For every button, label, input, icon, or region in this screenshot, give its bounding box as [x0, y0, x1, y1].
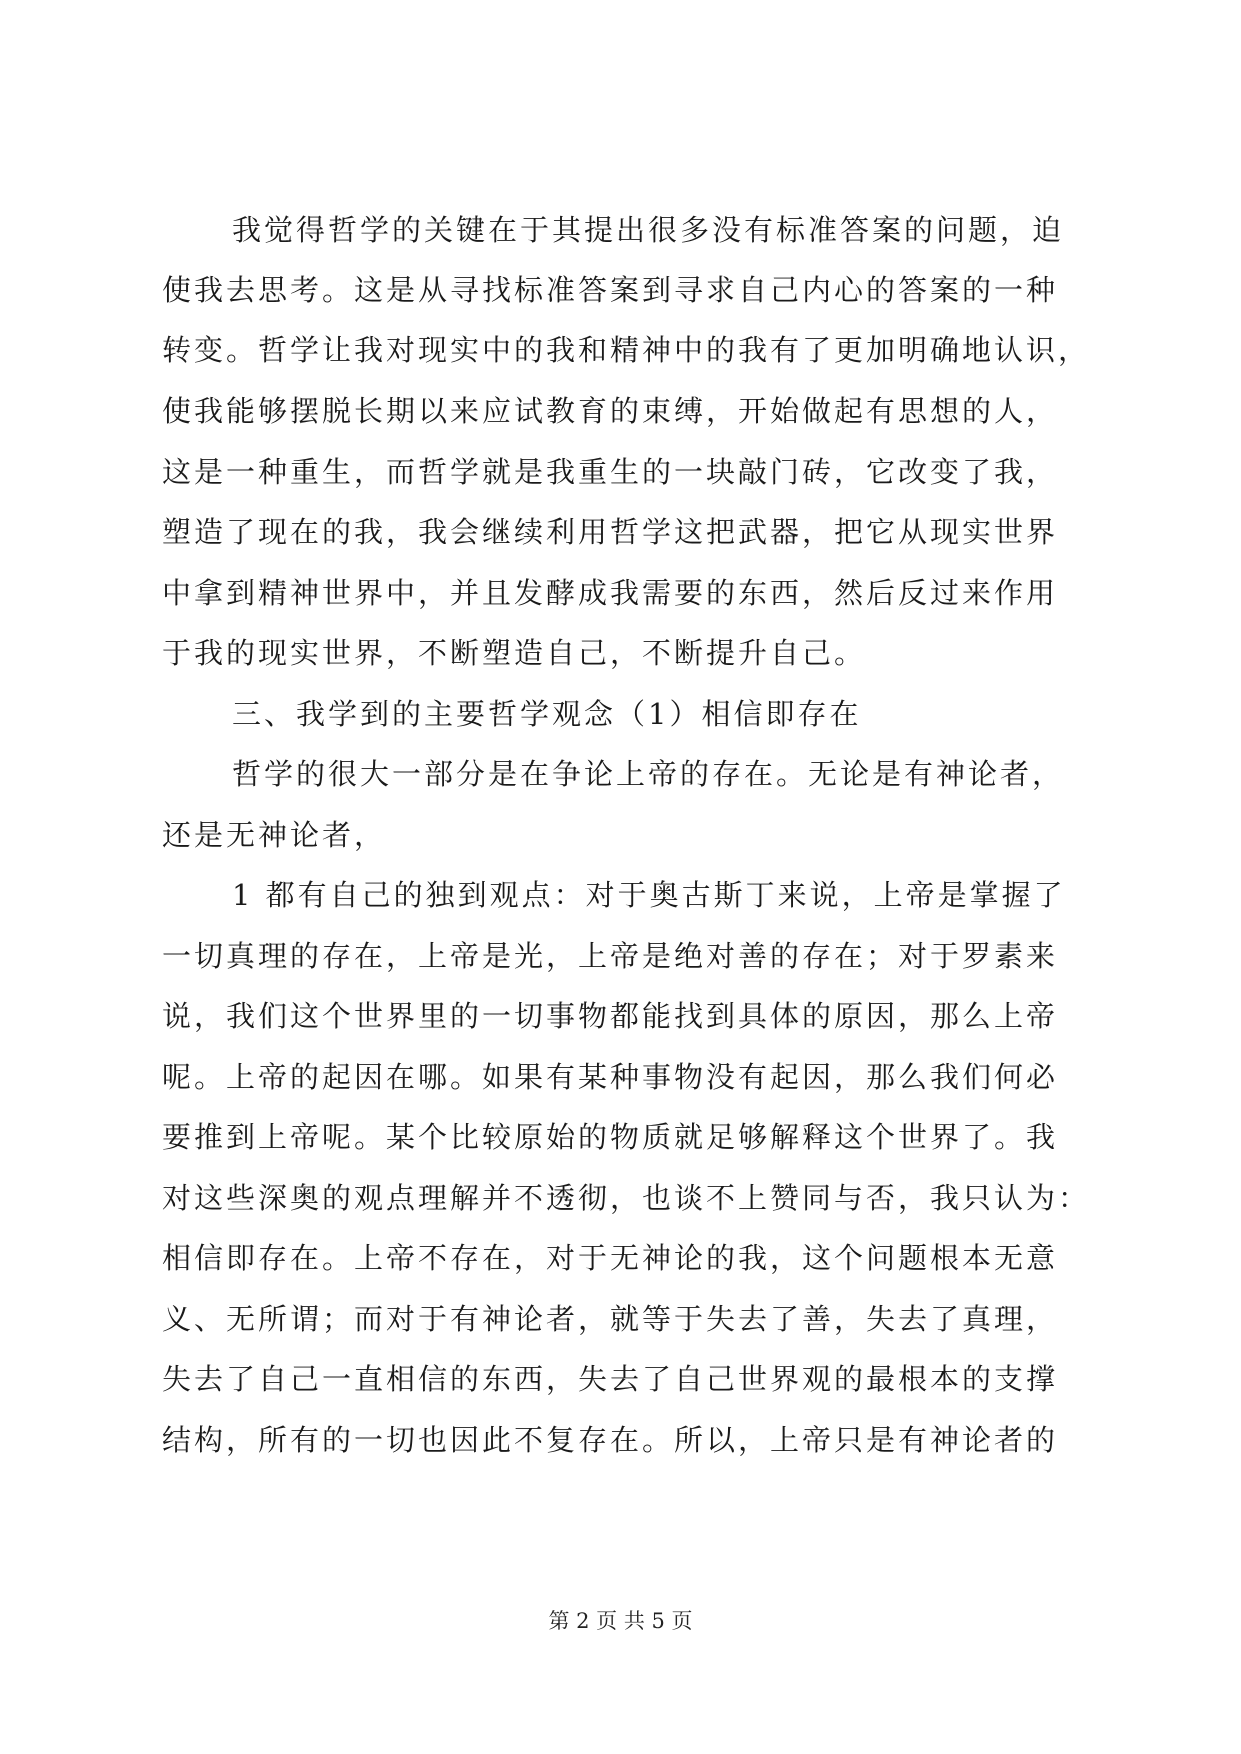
text-line: 于我的现实世界，不断塑造自己，不断提升自己。: [162, 636, 867, 670]
text-line: 对这些深奥的观点理解并不透彻，也谈不上赞同与否，我只认为：: [162, 1181, 1091, 1215]
text-line: 转变。哲学让我对现实中的我和精神中的我有了更加明确地认识，: [162, 333, 1091, 367]
text-line: 结构，所有的一切也因此不复存在。所以，上帝只是有神论者的: [162, 1423, 1059, 1457]
text-line: 中拿到精神世界中，并且发酵成我需要的东西，然后反过来作用: [162, 576, 1059, 610]
text-line: 要推到上帝呢。某个比较原始的物质就足够解释这个世界了。我: [162, 1120, 1059, 1154]
text-line: 一切真理的存在，上帝是光，上帝是绝对善的存在；对于罗素来: [162, 939, 1059, 973]
text-line: 这是一种重生，而哲学就是我重生的一块敲门砖，它改变了我，: [162, 455, 1059, 489]
text-line: 塑造了现在的我，我会继续利用哲学这把武器，把它从现实世界: [162, 515, 1059, 549]
text-line: 失去了自己一直相信的东西，失去了自己世界观的最根本的支撑: [162, 1362, 1059, 1396]
text-line: 说，我们这个世界里的一切事物都能找到具体的原因，那么上帝: [162, 999, 1059, 1033]
text-line: 义、无所谓；而对于有神论者，就等于失去了善，失去了真理，: [162, 1302, 1059, 1336]
page-number-footer: 第 2 页 共 5 页: [548, 1609, 693, 1633]
text-line: 使我能够摆脱长期以来应试教育的束缚，开始做起有思想的人，: [162, 394, 1059, 428]
text-line: 使我去思考。这是从寻找标准答案到寻求自己内心的答案的一种: [162, 273, 1059, 307]
text-line: 呢。上帝的起因在哪。如果有某种事物没有起因，那么我们何必: [162, 1060, 1059, 1094]
text-line: 相信即存在。上帝不存在，对于无神论的我，这个问题根本无意: [162, 1241, 1059, 1275]
text-line: 哲学的很大一部分是在争论上帝的存在。无论是有神论者，: [232, 757, 1065, 791]
text-line: 我觉得哲学的关键在于其提出很多没有标准答案的问题，迫: [232, 213, 1065, 247]
section-heading: 三、我学到的主要哲学观念（1）相信即存在: [232, 697, 862, 731]
text-line: 还是无神论者，: [162, 818, 387, 852]
text-line: 1 都有自己的独到观点：对于奥古斯丁来说，上帝是掌握了: [232, 878, 1066, 912]
